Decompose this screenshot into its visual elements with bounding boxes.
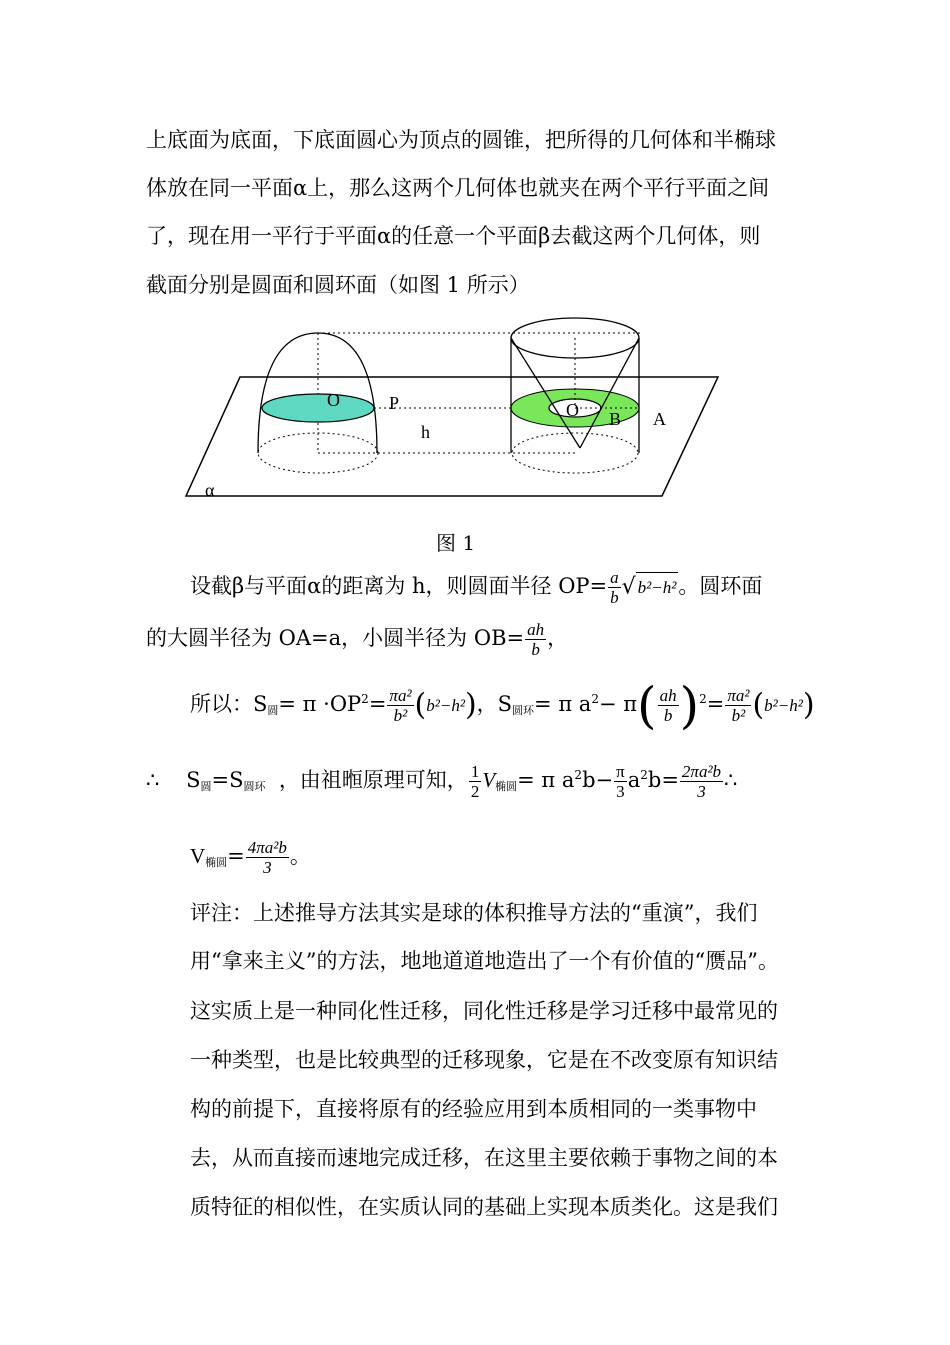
- fraction-a-over-b: $\frac{a}{b}$: [610, 568, 619, 607]
- text-zu-geng: ，由祖暅原理可知，: [278, 768, 468, 792]
- text-line-4: 截面分别是圆面和圆环面（如图 1 所示）: [146, 273, 530, 297]
- text-v: V: [482, 768, 496, 792]
- comment-line-1: 评注：上述推导方法其实是球的体积推导方法的“重演”，我们: [190, 901, 758, 925]
- text-comma-s: ，S: [476, 692, 513, 716]
- text-a: a: [627, 768, 641, 792]
- fraction-ah-b-paren: $\frac{ah}{b}$: [659, 686, 677, 725]
- text-eq-pi-a2: = π a: [517, 768, 575, 792]
- fraction-pia2-over-b2: $\frac{\text{πa²}}{\text{b²}}$: [389, 686, 412, 725]
- sqrt-b2-h2: b²−h²: [636, 572, 679, 603]
- sub-circle-2: 圆: [200, 780, 212, 793]
- text-b-minus: b−: [582, 768, 614, 792]
- sub-ellipse: 椭圆: [495, 780, 518, 793]
- paren-body: b²−h²: [426, 696, 465, 715]
- text-minus-pi: − π: [598, 692, 638, 716]
- figure-caption: 图 1: [436, 531, 476, 555]
- comment-line-2: 用“拿来主义”的方法，地地道道地造出了一个有价值的“赝品”。: [190, 949, 779, 973]
- sub-ring-2: 圆环: [243, 780, 266, 793]
- text-eq: =: [368, 692, 387, 716]
- label-O-left: O: [327, 390, 340, 410]
- formula-line-3: 所以：$S_圆= \pi \cdot OP^2=$ $\frac{\text{πa²}}{\text{b²}}$ (b²−h²)，$S_{圆环}= \pi$ $a^2- \pi$( $\frac{ah}{b}$ )$^2$= $\frac{\text{πa²}}{\text{b²}}$ (b²−h²): [190, 676, 815, 735]
- formula2-tail: ，: [547, 626, 569, 650]
- formula-line-1: 设截β与平面α的距离为 h，则圆面半径 OP= $\frac{a}{b}$ √ b²−h²。圆环面: [190, 568, 763, 607]
- text-b-eq: b=: [647, 768, 679, 792]
- fraction-one-half: $\frac{1}{2}$: [470, 762, 480, 801]
- fraction-pia2-over-b2-2: $\frac{\text{πa²}}{\text{b²}}$: [727, 686, 750, 725]
- fraction-2pia2b-over-3: $\frac{\text{2πa²b}}{3}$: [681, 762, 722, 801]
- comment-line-6: 去，从而直接而速地完成迁移，在这里主要依赖于事物之间的本: [190, 1146, 778, 1170]
- formula-line-4: ∴ $S_圆=S_{圆环}$ ，由祖暅原理可知， $\frac{1}{2}$ $V_{椭圆}= \pi$ $a^2b-$ $\frac{\pi}{3}$ $a^2b=$ $\frac{\text{2πa²b}}{3}$ ∴: [146, 762, 738, 801]
- sub-ring: 圆环: [512, 704, 535, 717]
- comment-line-4: 一种类型，也是比较典型的迁移现象，它是在不改变原有知识结: [190, 1048, 778, 1072]
- therefore-symbol: ∴: [146, 768, 160, 792]
- label-h: h: [421, 422, 430, 442]
- text-eq-pi-a: = π a: [534, 692, 592, 716]
- sub-ellipse-2: 椭圆: [205, 856, 228, 869]
- text-line-1: 上底面为底面，下底面圆心为顶点的圆锥，把所得的几何体和半椭球: [146, 128, 776, 152]
- formula-line-2: [146, 620, 568, 659]
- text-period: 。: [289, 844, 311, 868]
- paren-body-2: b²−h²: [764, 696, 803, 715]
- label-P: P: [389, 393, 400, 413]
- label-A: A: [653, 409, 666, 429]
- text-so: 所以：S: [190, 692, 268, 716]
- formula1-tail: 。圆环面: [678, 574, 763, 598]
- text-v-2: V: [190, 844, 206, 868]
- label-alpha: α: [205, 480, 215, 500]
- fraction-ah-over-b: $\frac{ah}{b}$: [527, 620, 545, 659]
- fraction-4pia2b-over-3: $\frac{\text{4πa²b}}{3}$: [247, 838, 287, 877]
- fraction-pi-over-3: $\frac{\pi}{3}$: [616, 762, 625, 801]
- text-s: S: [186, 768, 201, 792]
- formula-line-5: [190, 838, 311, 878]
- therefore-symbol-2: ∴: [724, 768, 738, 792]
- formula1-text: 设截β与平面α的距离为 h，则圆面半径 OP=: [190, 574, 608, 598]
- text-eq-s: =S: [211, 768, 244, 792]
- plane-alpha: [186, 377, 718, 496]
- text-eq2: =: [706, 692, 725, 716]
- comment-line-5: 构的前提下，直接将原有的经验应用到本质相同的一类事物中: [190, 1097, 757, 1121]
- sub-circle: 圆: [267, 704, 279, 717]
- comment-line-3: 这实质上是一种同化性迁移，同化性迁移是学习迁移中最常见的: [190, 999, 778, 1023]
- formula2-text: 的大圆半径为 OA=a，小圆半径为 OB=: [146, 626, 525, 650]
- figure-1: [180, 308, 740, 513]
- text-line-3: 了，现在用一平行于平面α的任意一个平面β去截这两个几何体，则: [146, 224, 761, 248]
- text-eq-pi-op: = π ·OP: [278, 692, 362, 716]
- circle-section: [262, 394, 374, 422]
- comment-line-7: 质特征的相似性，在实质认同的基础上实现本质类化。这是我们: [190, 1195, 778, 1219]
- label-O-right: O: [566, 400, 579, 420]
- text-line-2: 体放在同一平面α上，那么这两个几何体也就夹在两个平行平面之间: [146, 176, 770, 200]
- text-eq-3: =: [227, 844, 245, 868]
- label-B: B: [609, 409, 622, 429]
